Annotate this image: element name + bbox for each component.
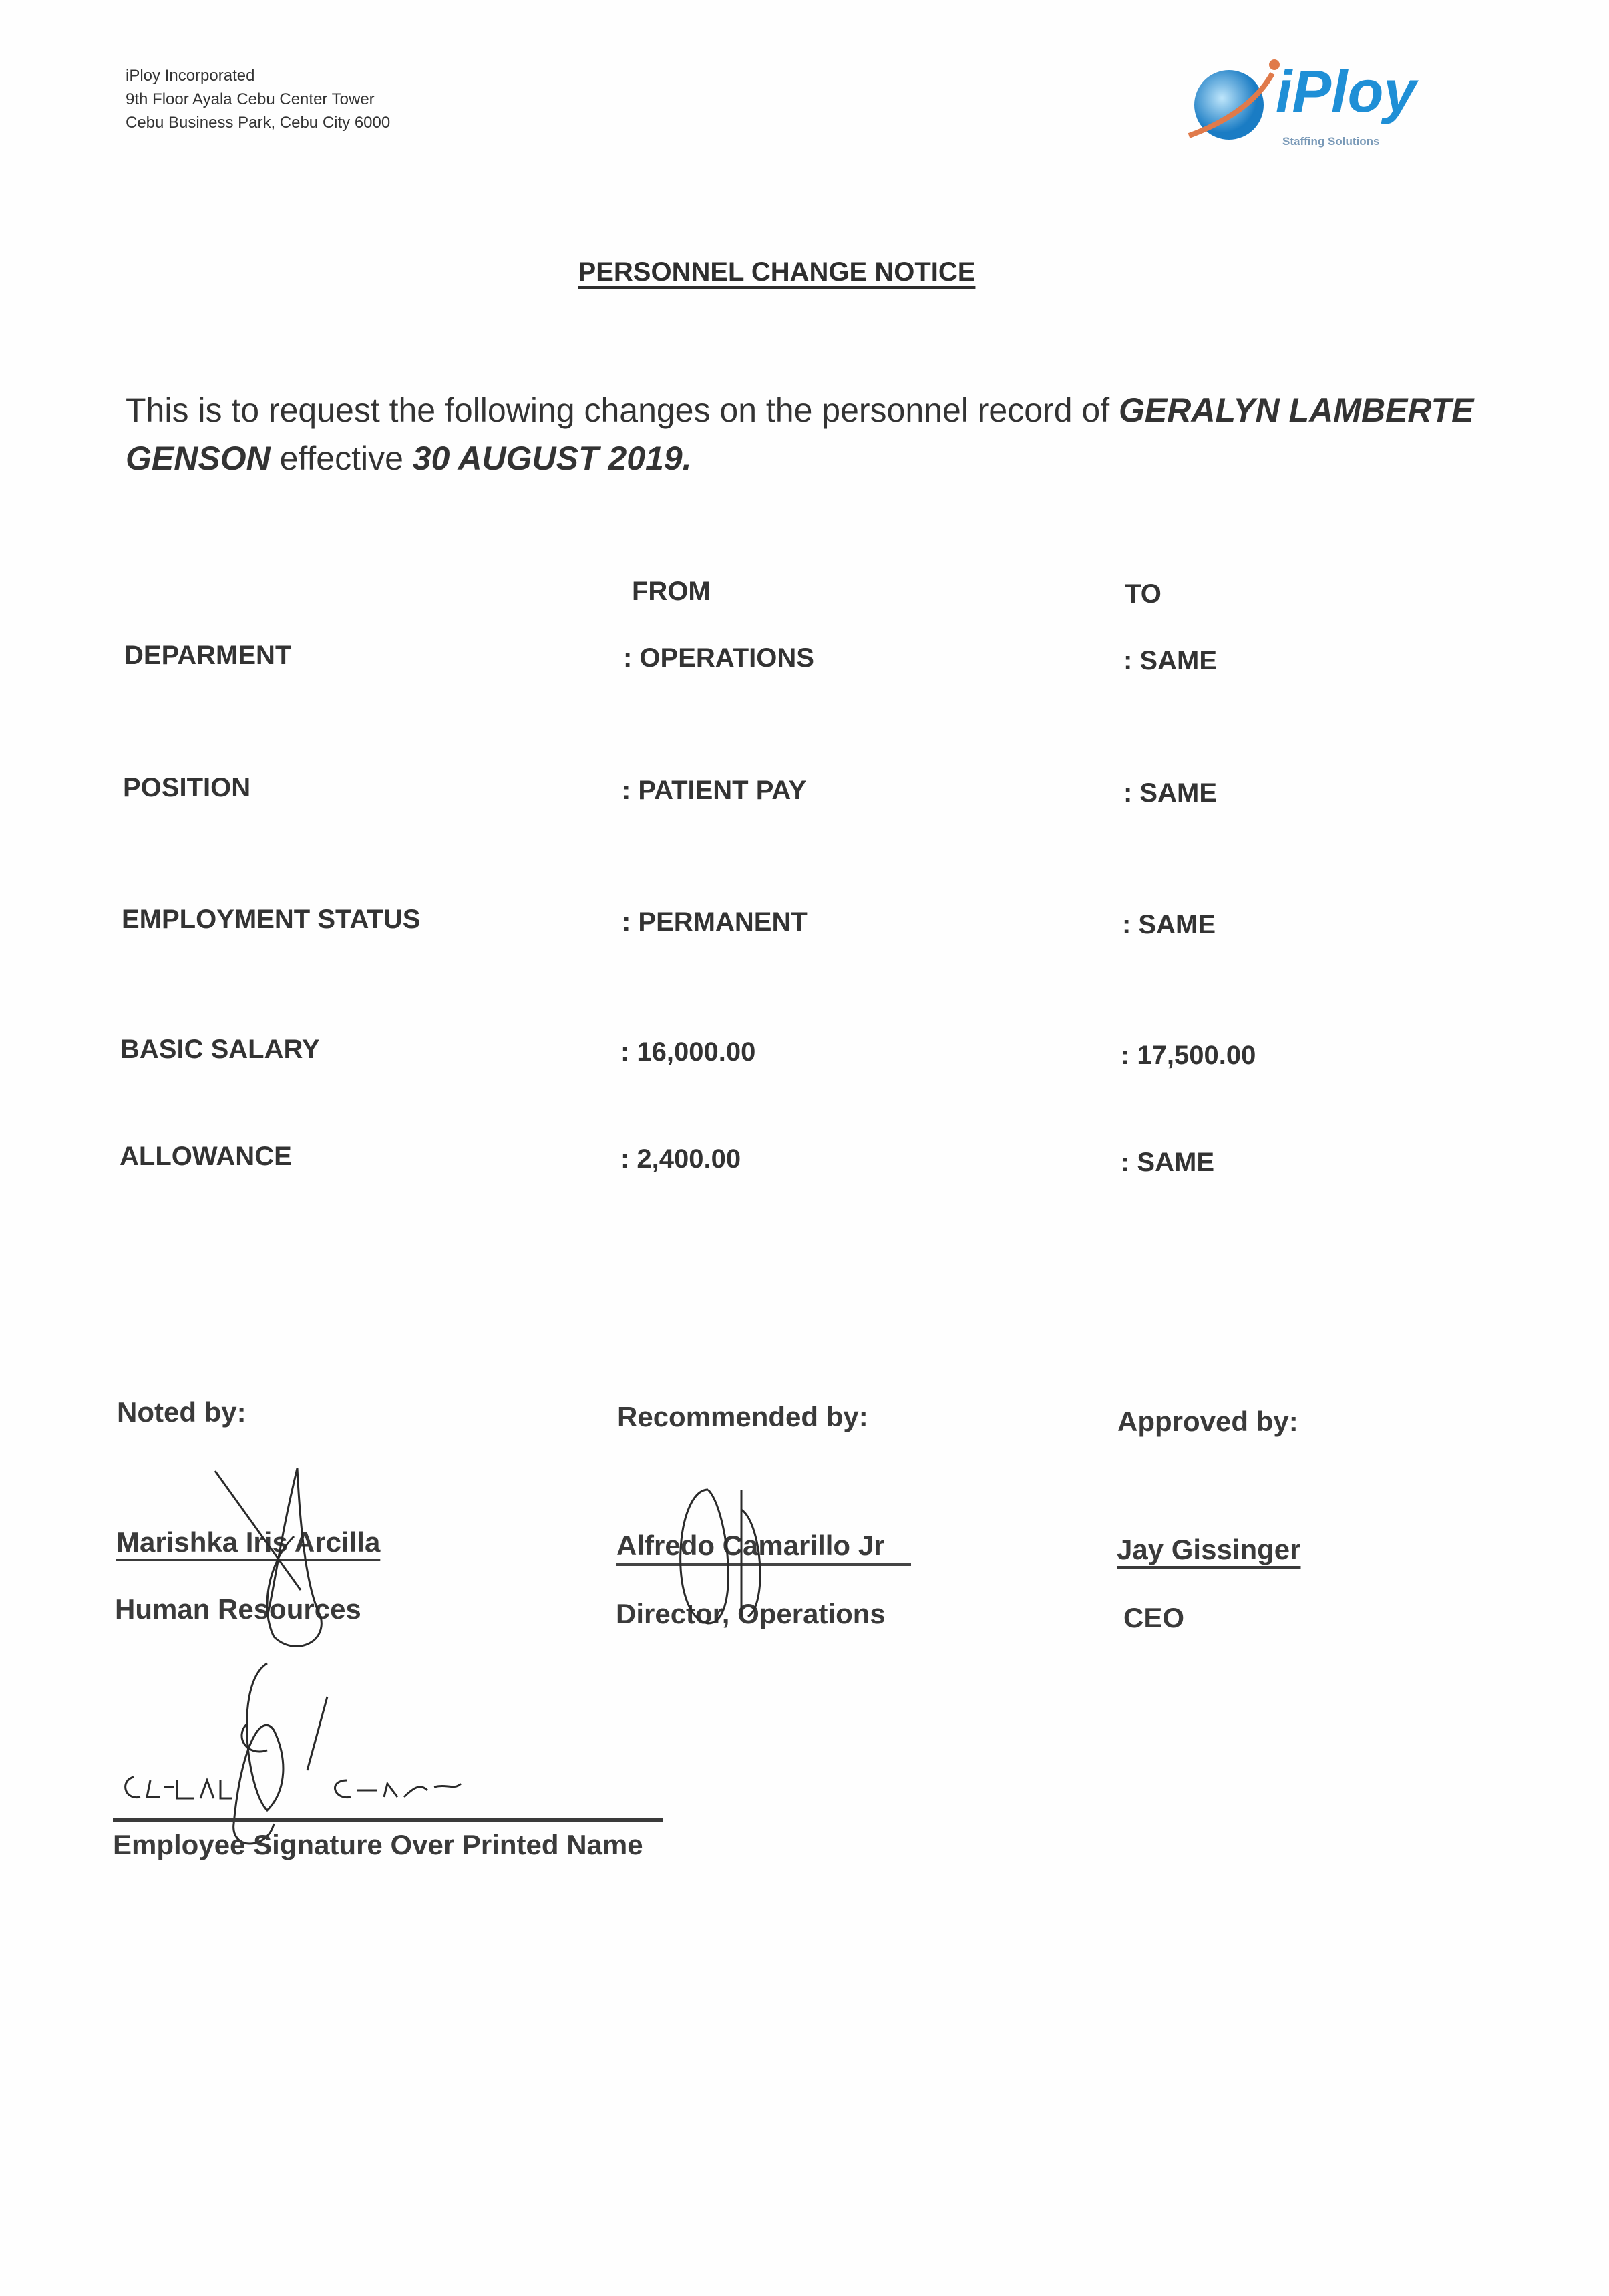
noted-by-caption: Noted by: xyxy=(117,1396,246,1428)
signature-arcilla xyxy=(200,1456,374,1657)
signature-line xyxy=(113,1818,663,1822)
iploy-logo xyxy=(1182,57,1449,150)
row-label: ALLOWANCE xyxy=(120,1142,292,1171)
employee-signature-label: Employee Signature Over Printed Name xyxy=(113,1829,643,1860)
effective-date: 30 AUGUST 2019. xyxy=(412,440,692,477)
row-from: : OPERATIONS xyxy=(623,643,814,673)
row-to: : SAME xyxy=(1123,646,1217,675)
row-to: : 17,500.00 xyxy=(1121,1041,1256,1070)
to-header: TO xyxy=(1125,579,1161,609)
signatory-name: Jay Gissinger xyxy=(1117,1534,1301,1565)
signatory-name: Alfredo Camarillo Jr xyxy=(616,1530,911,1566)
row-from: : PERMANENT xyxy=(622,907,808,937)
address-line-1: 9th Floor Ayala Cebu Center Tower xyxy=(126,90,375,108)
row-label: DEPARMENT xyxy=(124,641,292,670)
row-to: : SAME xyxy=(1123,778,1217,808)
row-to: : SAME xyxy=(1121,1148,1214,1177)
approved-by-caption: Approved by: xyxy=(1117,1406,1298,1437)
employee-signature xyxy=(114,1657,568,1857)
address-line-2: Cebu Business Park, Cebu City 6000 xyxy=(126,114,391,132)
employee-name: GERALYN LAMBERTE GENSON xyxy=(126,391,1474,477)
signatory-title: Human Resources xyxy=(115,1593,361,1625)
logo-tagline: Staffing Solutions xyxy=(1282,135,1380,148)
intro-text: This is to request the following changes on the personnel record of xyxy=(126,391,1119,429)
signatory-name: Marishka Iris Arcilla xyxy=(116,1526,381,1558)
logo-brand: iPloy xyxy=(1276,58,1417,124)
row-label: POSITION xyxy=(123,773,251,802)
recommended-by-caption: Recommended by: xyxy=(617,1401,868,1432)
page-title: PERSONNEL CHANGE NOTICE xyxy=(578,257,976,287)
intro-paragraph xyxy=(126,386,1475,482)
row-label: BASIC SALARY xyxy=(120,1035,320,1064)
signatory-title: Director, Operations xyxy=(616,1598,886,1629)
row-from: : PATIENT PAY xyxy=(622,776,807,805)
row-label: EMPLOYMENT STATUS xyxy=(122,905,421,934)
signature-camarillo xyxy=(668,1483,828,1643)
row-from: : 2,400.00 xyxy=(620,1144,741,1174)
globe-icon xyxy=(1182,57,1449,150)
company-name: iPloy Incorporated xyxy=(126,67,255,85)
signatory-title: CEO xyxy=(1123,1602,1185,1633)
row-from: : 16,000.00 xyxy=(620,1037,756,1067)
row-to: : SAME xyxy=(1122,910,1216,939)
intro-text-middle: effective xyxy=(270,440,413,477)
from-header: FROM xyxy=(632,577,711,606)
